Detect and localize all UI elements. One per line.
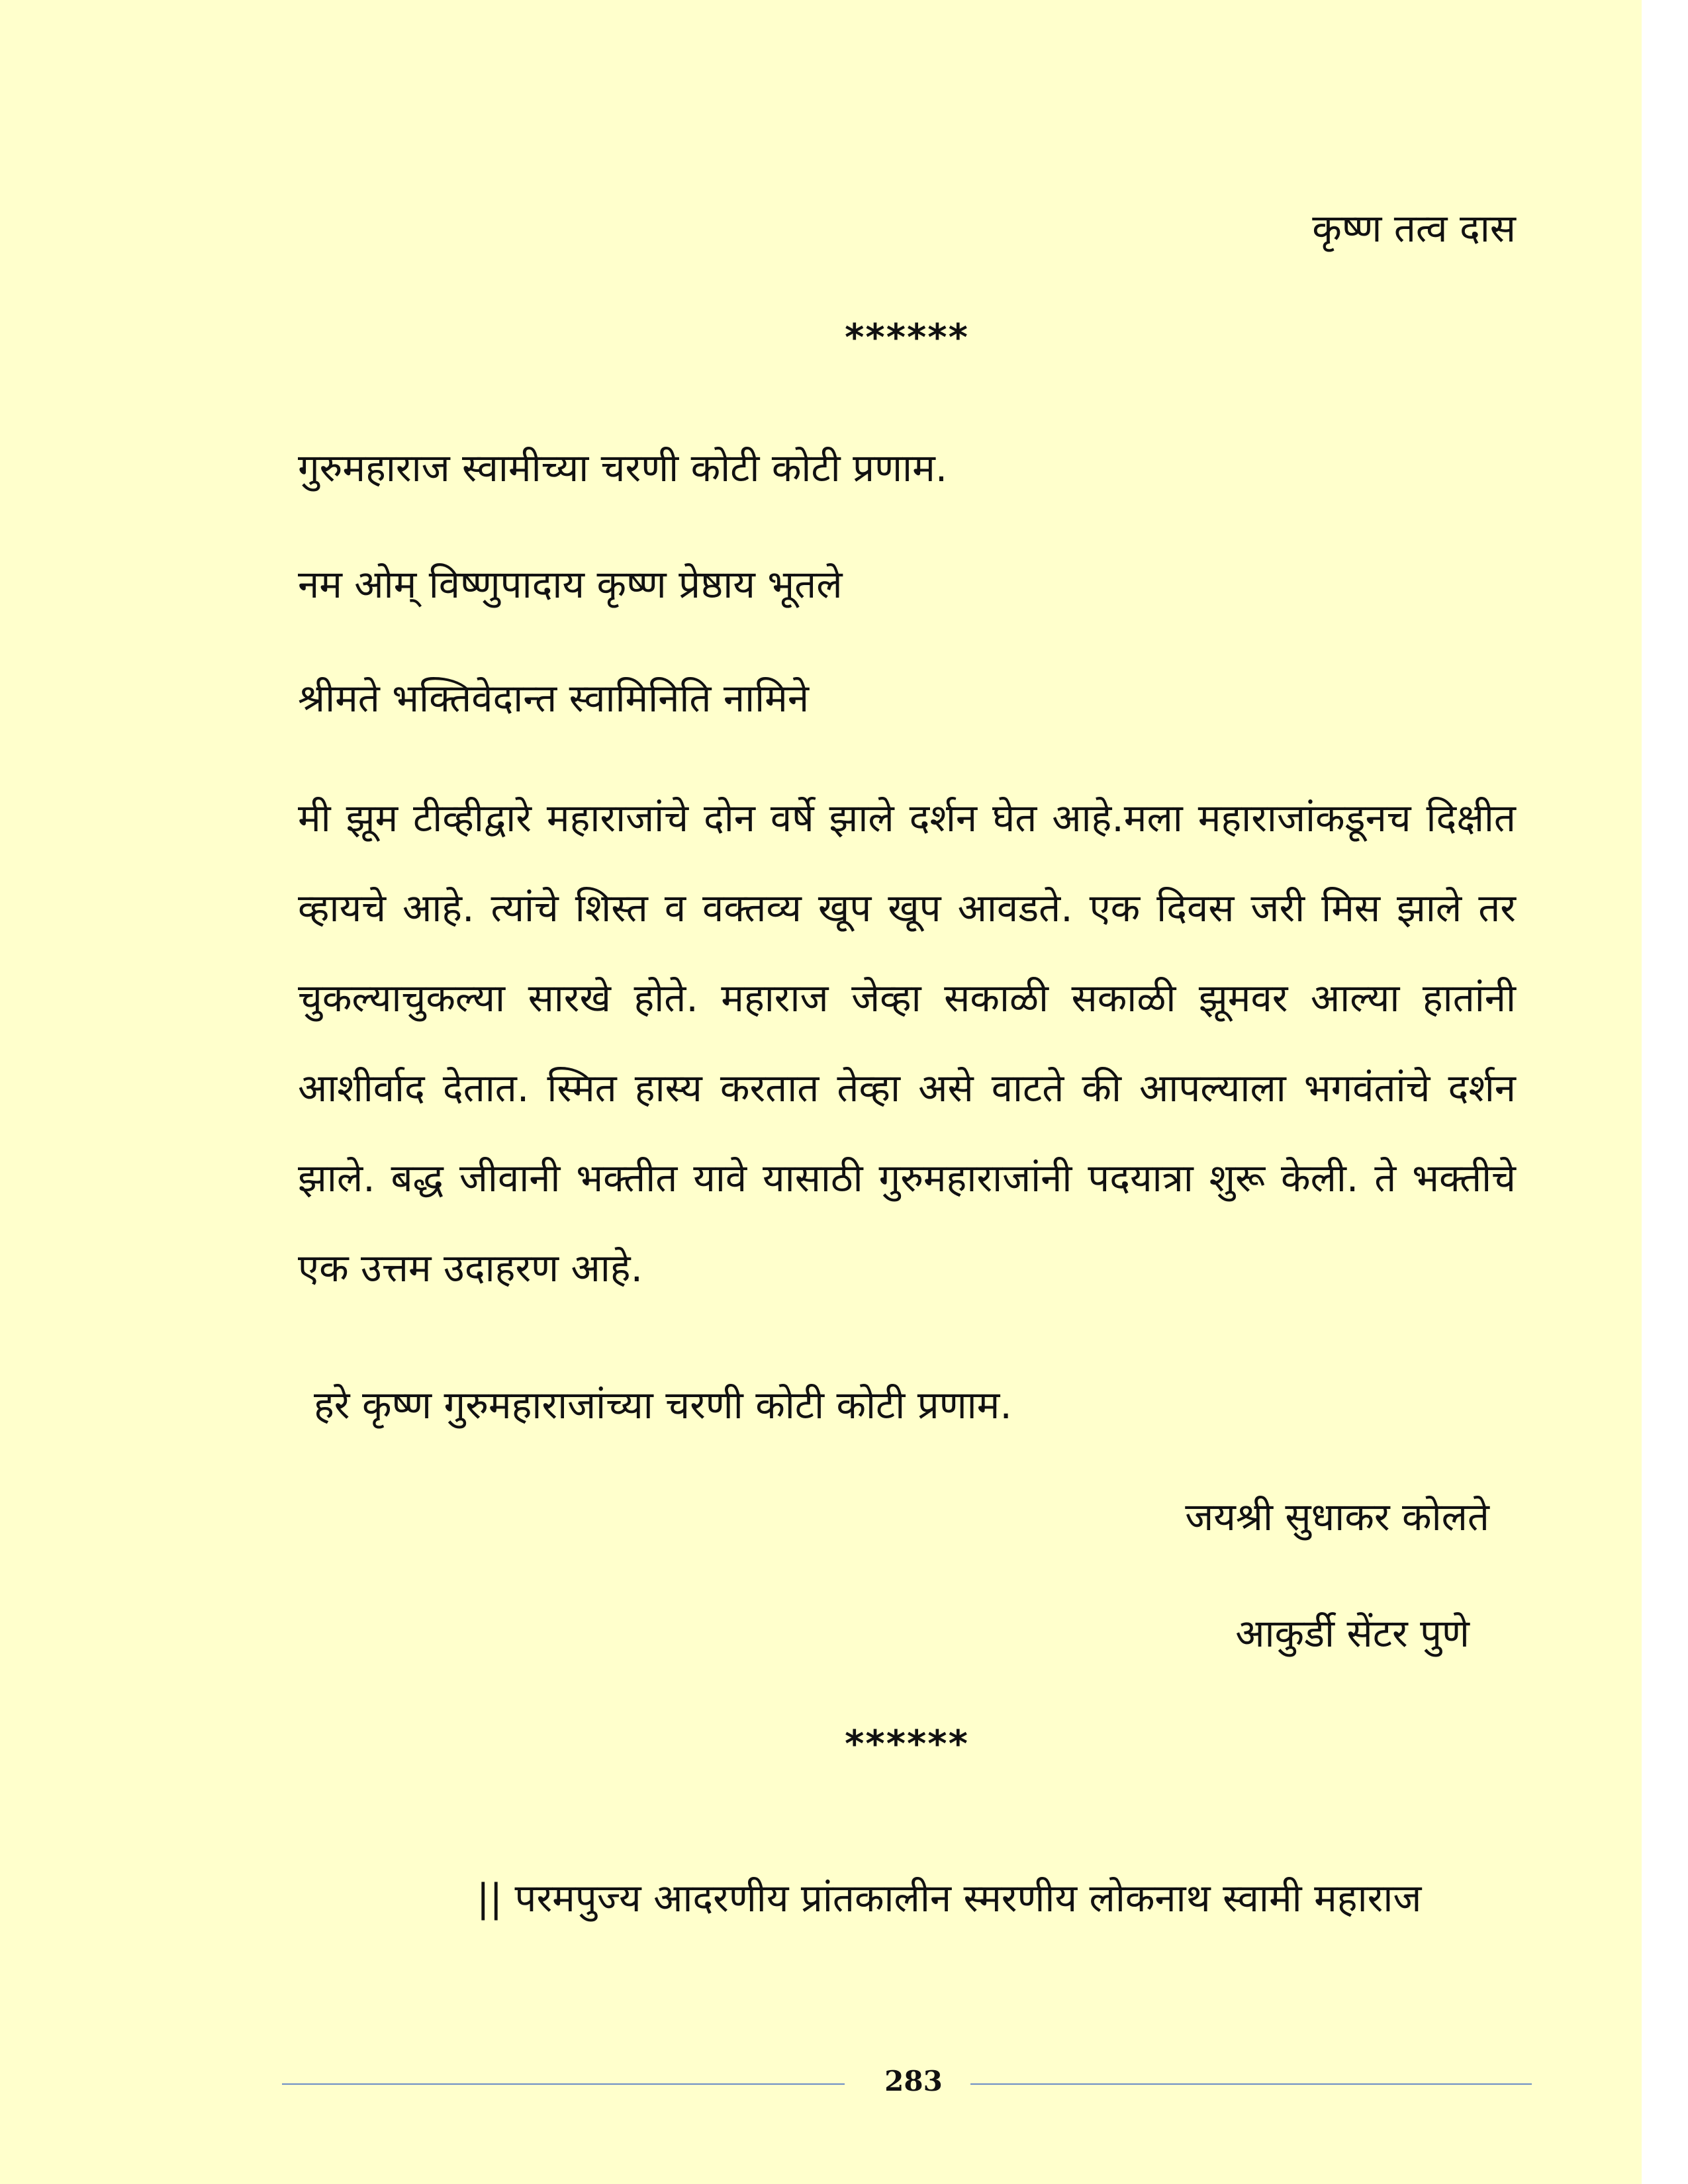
signature-top: कृष्ण तत्व दास — [1312, 206, 1516, 251]
next-section-heading: || परमपुज्य आदरणीय प्रांतकालीन स्मरणीय लोकनाथ स्वामी महाराज — [477, 1876, 1422, 1921]
author-center: आकुर्डी सेंटर पुणे — [1235, 1611, 1470, 1656]
page-number: 283 — [884, 2065, 943, 2097]
footer-rule-left — [282, 2083, 845, 2085]
body-paragraph — [298, 773, 1516, 1313]
closing-line: हरे कृष्ण गुरुमहाराजांच्या चरणी कोटी कोटी प्रणाम. — [314, 1383, 1012, 1428]
prayer-line-2: श्रीमते भक्तिवेदान्त स्वामिनिति नामिने — [298, 676, 810, 721]
separator-bottom: ****** — [845, 1723, 969, 1766]
footer-rule-right — [970, 2083, 1532, 2085]
author-name: जयश्री सुधाकर कोलते — [1185, 1494, 1489, 1539]
separator-top: ****** — [845, 316, 969, 359]
body-paragraph-text: मी झूम टीव्हीद्वारे महाराजांचे दोन वर्षे झाले दर्शन घेत आहे.मला महाराजांकडूनच दिक्षीत व्हायचे आहे. त्यांचे शिस्त व वक्तव्य खूप खूप आवडते. एक दिवस जरी मिस झाले तर चुकल्याचुकल्या सारखे होते. महाराज जेव्हा सकाळी सकाळी झूमवर आल्या हातांनी आशीर्वाद देतात. स्मित हास्य करतात तेव्हा असे वाटते की आपल्याला भगवंतांचे दर्शन झाले. बद्ध जीवानी भक्तीत यावे यासाठी गुरुमहाराजांनी पदयात्रा शुरू केली. ते भक्तीचे एक उत्तम उदाहरण आहे. — [298, 796, 1516, 1291]
prayer-line-1: नम ओम् विष्णुपादाय कृष्ण प्रेष्ठाय भूतले — [298, 562, 843, 607]
salutation-line: गुरुमहाराज स्वामीच्या चरणी कोटी कोटी प्रणाम. — [298, 445, 948, 490]
